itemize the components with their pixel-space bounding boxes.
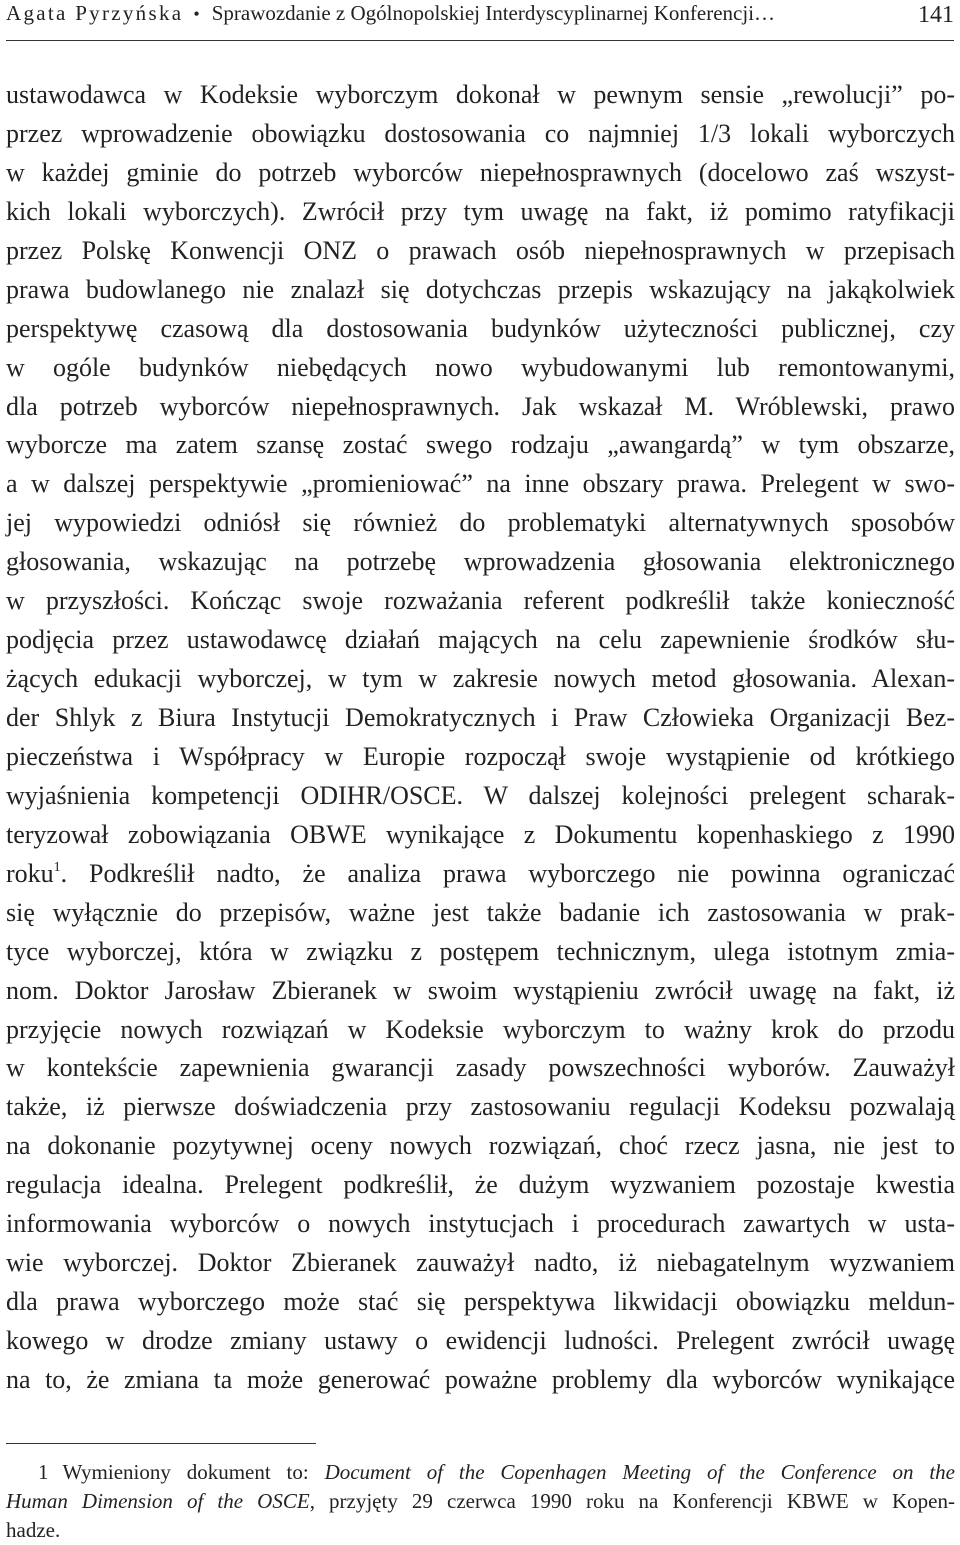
footnote-line (6, 1516, 955, 1545)
footnote-reference[interactable]: 1 (53, 859, 61, 875)
text-line: przez wprowadzenie obowiązku dostosowania co najmniej 1/3 lokali wyborczych (6, 118, 955, 148)
text-line: wie wyborczej. Doktor Zbieranek zauważył nadto, iż niebagatelnym wyzwaniem (6, 1248, 955, 1278)
text-line: informowania wyborców o nowych instytucjach i procedurach zawartych w usta- (6, 1209, 955, 1239)
text-line: dla prawa wyborczego może stać się perspektywa likwidacji obowiązku meldun- (6, 1287, 955, 1317)
page-number: 141 (918, 2, 954, 28)
text-line: wyjaśnienia kompetencji ODIHR/OSCE. W dalszej kolejności prelegent scharak- (6, 780, 955, 810)
text-line: tyce wyborczej, która w związku z postępem technicznym, ulega istotnym zmia- (6, 936, 955, 966)
footnote-end: hadze. (6, 1518, 61, 1542)
text-line: kowego w drodze zmiany ustawy o ewidencji ludności. Prelegent zwrócił uwagę (6, 1326, 955, 1355)
text-line: przyjęcie nowych rozwiązań w Kodeksie wyborczym to ważny krok do przodu (6, 1014, 955, 1044)
text-line: podjęcia przez ustawodawcę działań mających na celu zapewnienie środków słu- (6, 625, 955, 655)
text-line: głosowania, wskazując na potrzebę wprowadzenia głosowania elektronicznego (6, 547, 955, 577)
text-line: nom. Doktor Jarosław Zbieranek w swoim wystąpieniu zwrócił uwagę na fakt, iż (6, 975, 955, 1005)
header-author: Agata Pyrzyńska (6, 1, 184, 25)
text-line: także, iż pierwsze doświadczenia przy zastosowaniu regulacji Kodeksu pozwalają (6, 1092, 955, 1122)
body-text (6, 76, 955, 1400)
footnote-title-part-1: Document of the Copenhagen Meeting of the Conference on the (324, 1460, 955, 1484)
text-line: pieczeństwa i Współpracy w Europie rozpoczął swoje wystąpienie od krótkiego (6, 741, 955, 771)
text-line: wyborcze ma zatem szansę zostać swego rodzaju „awangardą” w tym obszarze, (6, 430, 955, 460)
text-line: kich lokali wyborczych). Zwrócił przy tym uwagę na fakt, iż pomimo ratyfikacji (6, 196, 955, 226)
footnote-line (6, 1458, 955, 1487)
footnote-title-part-2: Human Dimension of the OSCE (6, 1489, 310, 1513)
text-line: teryzował zobowiązania OBWE wynikające z Dokumentu kopenhaskiego z 1990 (6, 819, 955, 849)
text-line: w przyszłości. Kończąc swoje rozważania referent podkreślił także konieczność (6, 586, 955, 616)
footnote-number: 1 (38, 1460, 49, 1484)
text-line: przez Polskę Konwencji ONZ o prawach osób niepełnosprawnych w przepisach (6, 235, 955, 265)
header-title: Sprawozdanie z Ogólnopolskiej Interdyscyplinarnej Konferencji… (211, 1, 776, 25)
text-line: na to, że zmiana ta może generować poważne problemy dla wyborców wynikające (6, 1364, 955, 1394)
text-line: dla potrzeb wyborców niepełnosprawnych. Jak wskazał M. Wróblewski, prawo (6, 391, 955, 421)
footnote-intro: Wymieniony dokument to: (62, 1460, 325, 1484)
text-line: w ogóle budynków niebędących nowo wybudowanymi lub remontowanymi, (6, 352, 955, 382)
text-line: a w dalszej perspektywie „promieniować” na inne obszary prawa. Prelegent w swo- (6, 469, 955, 499)
text-line: się wyłącznie do przepisów, ważne jest także badanie ich zastosowania w prak- (6, 897, 955, 927)
text-line: żących edukacji wyborczej, w tym w zakresie nowych metod głosowania. Alexan- (6, 664, 955, 694)
header-left (6, 0, 775, 27)
text-line-with-footnote (6, 855, 955, 894)
text-line: jej wypowiedzi odniósł się również do problematyki alternatywnych sposobów (6, 508, 955, 538)
footnote-rule (6, 1443, 316, 1444)
footnote (6, 1458, 955, 1545)
text-line: w każdej gminie do potrzeb wyborców niepełnosprawnych (docelowo zaś wszyst- (6, 157, 955, 187)
text-fragment: . Podkreślił nadto, że analiza prawa wyborczego nie powinna ograniczać (60, 858, 955, 888)
text-line: prawa budowlanego nie znalazł się dotychczas przepis wskazujący na jakąkolwiek (6, 274, 955, 304)
footnote-line (6, 1487, 955, 1516)
text-line: ustawodawca w Kodeksie wyborczym dokonał w pewnym sensie „rewolucji” po- (6, 80, 955, 109)
text-line: w kontekście zapewnienia gwarancji zasady powszechności wyborów. Zauważył (6, 1053, 955, 1083)
header-bullet: • (193, 4, 200, 24)
running-header (6, 0, 954, 41)
text-line: regulacja idealna. Prelegent podkreślił, że dużym wyzwaniem pozostaje kwestia (6, 1170, 955, 1200)
text-line: perspektywę czasową dla dostosowania budynków użyteczności publicznej, czy (6, 313, 955, 343)
text-line: der Shlyk z Biura Instytucji Demokratycznych i Praw Człowieka Organizacji Bez- (6, 703, 955, 732)
footnote-rest: , przyjęty 29 czerwca 1990 roku na Konferencji KBWE w Kopen- (309, 1489, 955, 1513)
text-line: na dokonanie pozytywnej oceny nowych rozwiązań, choć rzecz jasna, nie jest to (6, 1131, 955, 1161)
text-fragment: roku (6, 858, 54, 888)
